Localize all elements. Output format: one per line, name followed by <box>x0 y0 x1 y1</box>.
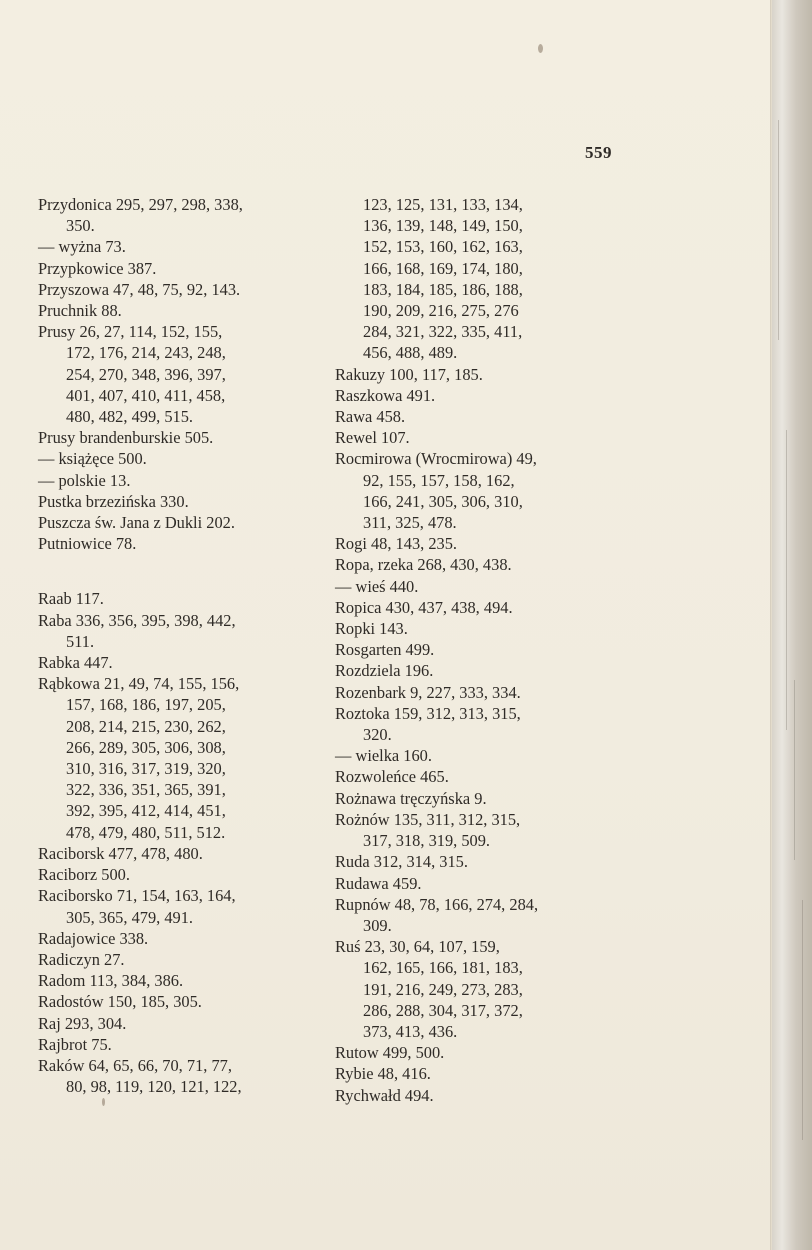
index-entry: Rupnów 48, 78, 166, 274, 284, <box>335 894 539 914</box>
index-entry-continuation: 456, 488, 489. <box>363 343 458 363</box>
index-entry: Rudawa 459. <box>335 873 422 893</box>
index-entry-continuation: 350. <box>66 216 95 236</box>
index-entry: Raciborz 500. <box>38 865 130 885</box>
index-entry: Rosgarten 499. <box>335 640 435 660</box>
index-entry: Rozwoleńce 465. <box>335 767 449 787</box>
index-entry: Raj 293, 304. <box>38 1013 127 1033</box>
index-entry: Przyszowa 47, 48, 75, 92, 143. <box>38 279 241 299</box>
index-column-left <box>38 194 323 1097</box>
index-entry: Radajowice 338. <box>38 928 149 948</box>
index-entry-continuation: 190, 209, 216, 275, 276 <box>363 301 519 321</box>
index-entry-continuation: 310, 316, 317, 319, 320, <box>66 759 226 779</box>
index-entry-continuation: 311, 325, 478. <box>363 513 457 533</box>
index-entry-continuation: 152, 153, 160, 162, 163, <box>363 237 523 257</box>
index-entry: Radiczyn 27. <box>38 949 125 969</box>
index-entry: Pustka brzezińska 330. <box>38 491 189 511</box>
index-entry: Putniowice 78. <box>38 534 137 554</box>
index-entry: Ropki 143. <box>335 619 408 639</box>
index-entry: Raciborsko 71, 154, 163, 164, <box>38 886 236 906</box>
index-entry: Rewel 107. <box>335 428 410 448</box>
index-entry-continuation: 392, 395, 412, 414, 451, <box>66 801 226 821</box>
index-entry: Roztoka 159, 312, 313, 315, <box>335 703 521 723</box>
index-entry: — wyżna 73. <box>38 237 126 257</box>
index-entry: Ruś 23, 30, 64, 107, 159, <box>335 937 500 957</box>
index-entry-continuation: 136, 139, 148, 149, 150, <box>363 216 523 236</box>
index-entry-continuation: 317, 318, 319, 509. <box>363 831 491 851</box>
index-entry: Rakuzy 100, 117, 185. <box>335 364 483 384</box>
index-entry: Raab 117. <box>38 589 104 609</box>
index-entry-continuation: 286, 288, 304, 317, 372, <box>363 1000 523 1020</box>
index-entry: Rybie 48, 416. <box>335 1064 431 1084</box>
index-entry: Raciborsk 477, 478, 480. <box>38 843 203 863</box>
index-entry: Rychwałd 494. <box>335 1085 434 1105</box>
page-edge <box>772 0 812 1250</box>
index-entry-continuation: 401, 407, 410, 411, 458, <box>66 385 226 405</box>
index-entry: Przypkowice 387. <box>38 258 157 278</box>
index-entry-continuation: 254, 270, 348, 396, 397, <box>66 364 226 384</box>
index-entry: Radostów 150, 185, 305. <box>38 992 202 1012</box>
index-entry-continuation: 92, 155, 157, 158, 162, <box>363 470 515 490</box>
index-entry: — wieś 440. <box>335 576 419 596</box>
index-entry: Rabka 447. <box>38 653 113 673</box>
index-entry-continuation: 284, 321, 322, 335, 411, <box>363 322 523 342</box>
index-entry: Puszcza św. Jana z Dukli 202. <box>38 513 235 533</box>
index-entry: Raba 336, 356, 395, 398, 442, <box>38 610 236 630</box>
index-column-right <box>335 194 625 1106</box>
index-entry-continuation: 172, 176, 214, 243, 248, <box>66 343 226 363</box>
index-entry: Pruchnik 88. <box>38 301 122 321</box>
index-entry-continuation: 166, 241, 305, 306, 310, <box>363 491 523 511</box>
index-entry-continuation: 80, 98, 119, 120, 121, 122, <box>66 1077 242 1097</box>
index-entry-continuation: 511. <box>66 631 95 651</box>
index-entry-continuation: 266, 289, 305, 306, 308, <box>66 737 226 757</box>
index-entry-continuation: 309. <box>363 915 392 935</box>
index-entry: — wielka 160. <box>335 746 432 766</box>
index-entry: Raków 64, 65, 66, 70, 71, 77, <box>38 1055 232 1075</box>
index-entry: — polskie 13. <box>38 470 131 490</box>
index-entry-continuation: 123, 125, 131, 133, 134, <box>363 195 523 214</box>
index-entry: Prusy 26, 27, 114, 152, 155, <box>38 322 223 342</box>
ink-speck <box>102 1098 105 1106</box>
index-entry: Raszkowa 491. <box>335 385 436 405</box>
ink-speck <box>538 44 543 53</box>
index-entry: Prusy brandenburskie 505. <box>38 428 214 448</box>
index-entry: Ropica 430, 437, 438, 494. <box>335 597 513 617</box>
index-entry-continuation: 305, 365, 479, 491. <box>66 907 194 927</box>
index-entry-continuation: 322, 336, 351, 365, 391, <box>66 780 226 800</box>
index-entry: Rajbrot 75. <box>38 1034 112 1054</box>
index-entry-continuation: 478, 479, 480, 511, 512. <box>66 822 226 842</box>
index-entry: Rożnów 135, 311, 312, 315, <box>335 809 521 829</box>
index-entry: Ruda 312, 314, 315. <box>335 852 468 872</box>
index-entry: Rutow 499, 500. <box>335 1043 445 1063</box>
index-entry: Radom 113, 384, 386. <box>38 971 184 991</box>
index-entry-continuation: 320. <box>363 725 392 745</box>
index-entry: Rozenbark 9, 227, 333, 334. <box>335 682 521 702</box>
index-entry: Rawa 458. <box>335 407 406 427</box>
index-entry: — książęce 500. <box>38 449 147 469</box>
index-entry: Rąbkowa 21, 49, 74, 155, 156, <box>38 674 240 694</box>
index-entry: Rogi 48, 143, 235. <box>335 534 458 554</box>
index-entry: Ropa, rzeka 268, 430, 438. <box>335 555 512 575</box>
index-entry: Rozdziela 196. <box>335 661 434 681</box>
index-entry: Rocmirowa (Wrocmirowa) 49, <box>335 449 537 469</box>
index-entry-continuation: 162, 165, 166, 181, 183, <box>363 958 523 978</box>
page-number: 559 <box>585 143 612 162</box>
index-entry-continuation: 166, 168, 169, 174, 180, <box>363 258 523 278</box>
index-entry: Rożnawa tręczyńska 9. <box>335 788 487 808</box>
index-entry: Przydonica 295, 297, 298, 338, <box>38 195 243 214</box>
index-entry-continuation: 480, 482, 499, 515. <box>66 407 194 427</box>
index-entry-continuation: 191, 216, 249, 273, 283, <box>363 979 523 999</box>
index-entry-continuation: 157, 168, 186, 197, 205, <box>66 695 226 715</box>
section-gap <box>38 554 323 588</box>
index-entry-continuation: 373, 413, 436. <box>363 1021 458 1041</box>
index-entry-continuation: 183, 184, 185, 186, 188, <box>363 279 523 299</box>
index-entry-continuation: 208, 214, 215, 230, 262, <box>66 716 226 736</box>
